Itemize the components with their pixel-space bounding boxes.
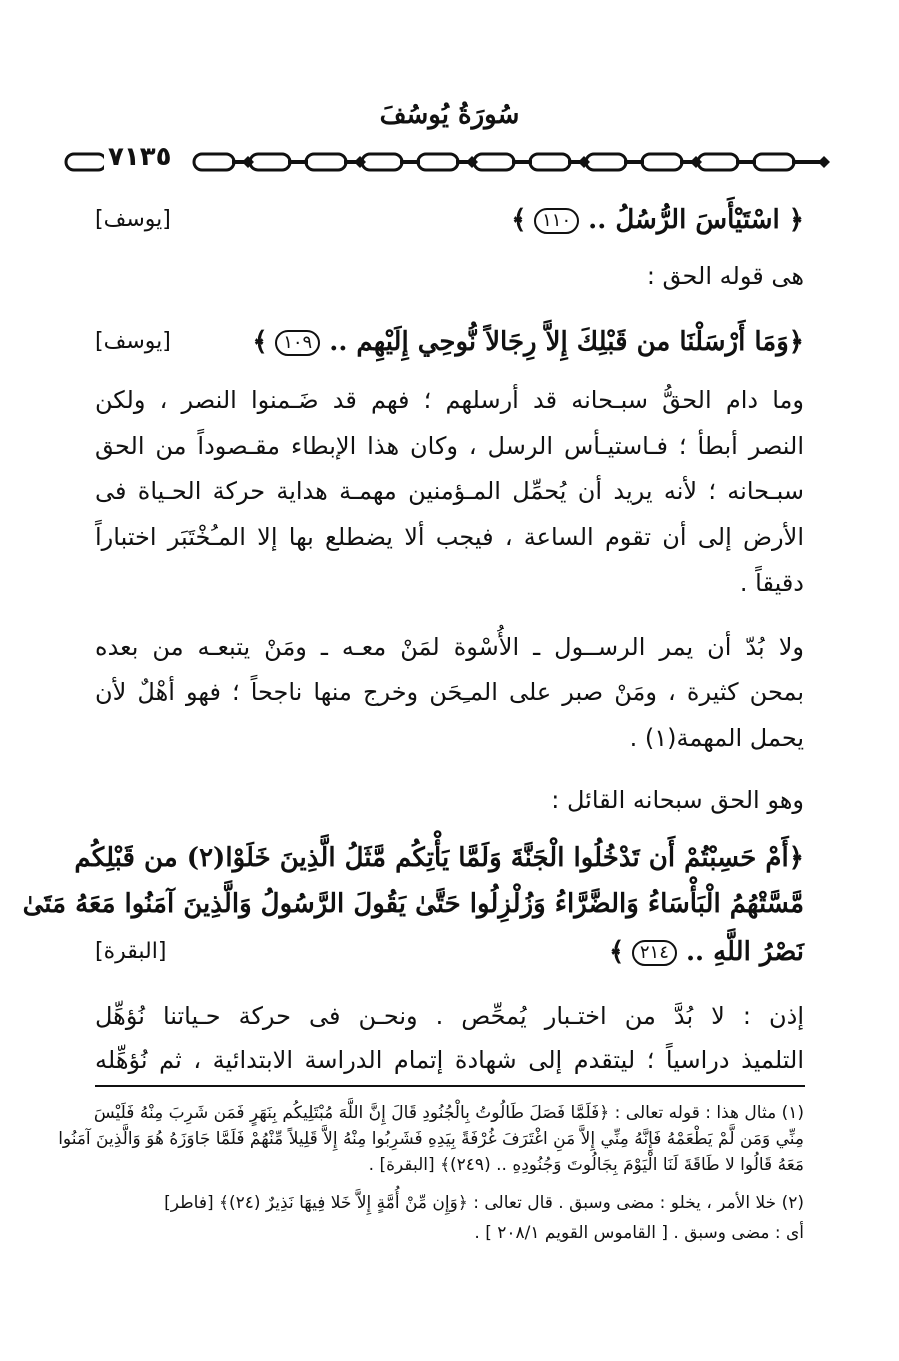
footnote-line: (١) مثال هذا : قوله تعالى : ﴿فَلَمَّا فَصَلَ طَالُوتُ بِالْجُنُودِ قَالَ إِنَّ اللَّهَ مُبْتَلِيكُم بِنَهَرٍ فَمَن شَرِبَ مِنْهُ فَلَيْسَ — [93, 1103, 804, 1123]
paragraph-line: الأرض إلى أن تقوم الساعة ، فيجب ألا يضطلع بها إلا المـُخْتَبَر اختباراً — [95, 523, 804, 551]
verse-line — [95, 932, 804, 972]
surah-reference: [يوسف] — [95, 329, 171, 354]
surah-reference: [البقرة] — [95, 939, 167, 964]
intro-line: هى قوله الحق : — [646, 262, 804, 290]
paragraph-line: يحمل المهمة(١) . — [629, 724, 804, 752]
paragraph-line: وما دام الحقُّ سبـحانه قد أرسلهم ؛ فهم قد ضَـمنوا النصر ، ولكن — [95, 386, 804, 414]
verse-line — [95, 200, 804, 240]
verse-close: ﴾ — [252, 327, 268, 357]
paragraph-line: إذن : لا بُدَّ من اختـبار يُمحِّص . ونحـن فى حركة حـياتنا نُؤهِّل — [95, 1002, 804, 1030]
intro-line: وهو الحق سبحانه القائل : — [551, 786, 804, 814]
footnote-line: مَعَهُ قَالُوا لا طَاقَةَ لَنَا الْيَوْمَ بِجَالُوتَ وَجُنُودِهِ .. (٢٤٩)﴾ [البقرة] . — [368, 1155, 804, 1175]
ornamental-border — [64, 145, 830, 179]
ayah-number: ٢١٤ — [632, 940, 677, 966]
ayah-number: ١٠٩ — [275, 330, 320, 356]
verse-text: ﴿ اسْتَيْأَسَ الرُّسُلُ .. — [579, 205, 804, 235]
verse-close: ﴾ — [511, 205, 527, 235]
paragraph-line: دقيقاً . — [739, 569, 804, 597]
verse-line: ﴿أَمْ حَسِبْتُمْ أَن تَدْخُلُوا الْجَنَّةَ وَلَمَّا يَأْتِكُم مَّثَلُ الَّذِينَ خَلَوْا(٢) من قَبْلِكُم — [74, 843, 804, 873]
paragraph-line: التلميذ دراسياً ؛ ليتقدم إلى شهادة إتمام الدراسة الابتدائية ، ثم نُؤهِّله — [95, 1046, 804, 1074]
verse-line: مَّسَّتْهُمُ الْبَأْسَاءُ وَالضَّرَّاءُ وَزُلْزِلُوا حَتَّىٰ يَقُولَ الرَّسُولُ وَالَّذِينَ آمَنُوا مَعَهُ مَتَىٰ — [22, 889, 804, 919]
footnote-line: أى : مضى وسبق . [ القاموس القويم ٢٠٨/١ ] . — [474, 1223, 804, 1243]
footnote-line: (٢) خلا الأمر ، يخلو : مضى وسبق . قال تعالى : ﴿وَإِن مِّنْ أُمَّةٍ إِلاَّ خَلا فِيهَا نَذِيرٌ (٢٤)﴾ [فاطر] — [164, 1193, 804, 1213]
paragraph-line: سبـحانه ؛ لأنه يريد أن يُحمِّل المـؤمنين مهمـة هداية حركة الحـياة فى — [95, 477, 804, 505]
surah-title: سُورَةُ يُوسُفَ — [379, 100, 520, 130]
page-number: ٧١٣٥ — [104, 142, 175, 172]
ayah-number: ١١٠ — [534, 208, 579, 234]
footnote-line: مِنِّي وَمَن لَّمْ يَطْعَمْهُ فَإِنَّهُ مِنِّي إِلاَّ مَنِ اغْتَرَفَ غُرْفَةً بِيَدِهِ فَشَرِبُوا مِنْهُ إِلاَّ قَلِيلاً مِّنْهُمْ فَلَمَّا جَاوَزَهُ هُوَ وَالَّذِينَ آمَنُوا — [58, 1129, 804, 1149]
footnote-divider — [95, 1085, 805, 1087]
surah-reference: [يوسف] — [95, 207, 171, 232]
verse-close: ﴾ — [609, 937, 625, 967]
paragraph-line: النصر أبطأ ؛ فـاستيـأس الرسل ، وكان هذا الإبطاء مقـصوداً من الحق — [95, 432, 804, 460]
verse-text: ﴿وَمَا أَرْسَلْنَا من قَبْلِكَ إِلاَّ رِجَالاً نُّوحِي إِلَيْهِم .. — [320, 327, 804, 357]
paragraph-line: ولا بُدّ أن يمر الرســول ـ الأُسْوة لمَنْ معـه ـ ومَنْ يتبعـه من بعده — [95, 633, 804, 661]
verse-line — [95, 322, 804, 362]
verse-text: نَصْرُ اللَّهِ .. — [676, 937, 804, 967]
paragraph-line: بمحن كثيرة ، ومَنْ صبر على المـِحَن وخرج منها ناجحاً ؛ فهو أهْلٌ لأن — [95, 678, 804, 706]
